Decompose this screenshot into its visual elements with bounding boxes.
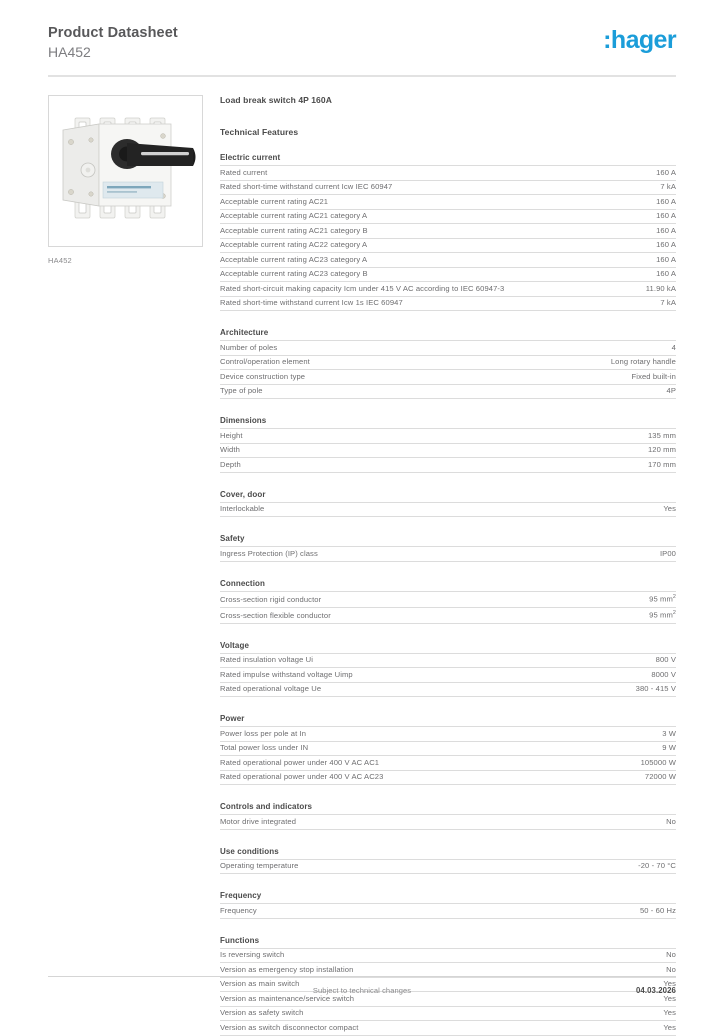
spec-label: Number of poles [220, 342, 278, 352]
spec-row [220, 281, 676, 296]
spec-row [220, 267, 676, 282]
hager-logo [603, 22, 676, 53]
spec-row [220, 238, 676, 253]
spec-row [220, 502, 676, 518]
spec-row [220, 384, 676, 400]
title-block [48, 22, 178, 61]
spec-label: Acceptable current rating AC22 category A [220, 240, 368, 250]
footer-date: 04.03.2026 [635, 986, 676, 995]
spec-value: 800 V [655, 655, 676, 665]
spec-value: 160 A [656, 167, 676, 177]
spec-row [220, 194, 676, 209]
spec-value: 9 W [662, 743, 676, 753]
spec-label: Ingress Protection (IP) class [220, 548, 318, 558]
spec-label: Rated operational power under 400 V AC AC1 [220, 757, 380, 767]
spec-row [220, 180, 676, 195]
spec-group-title: Use conditions [220, 846, 279, 856]
specifications-column [210, 95, 676, 1036]
spec-row [220, 1020, 676, 1036]
spec-row [220, 457, 676, 473]
spec-label: Acceptable current rating AC23 category A [220, 254, 368, 264]
logo-wordmark: hager [610, 26, 676, 54]
spec-label: Cross-section rigid conductor [220, 594, 322, 604]
spec-label: Version as safety switch [220, 1008, 304, 1018]
spec-label: Frequency [220, 905, 257, 915]
spec-value: 160 A [656, 254, 676, 264]
spec-value: 11.90 kA [645, 283, 676, 293]
spec-value [649, 594, 676, 604]
spec-label: Version as switch disconnector compact [220, 1022, 359, 1032]
product-name: Load break switch 4P 160A [220, 95, 332, 106]
spec-row [220, 814, 676, 830]
spec-row [220, 653, 676, 668]
spec-value: Long rotary handle [610, 357, 676, 367]
spec-row [220, 682, 676, 698]
spec-group [220, 153, 676, 311]
spec-group [220, 847, 676, 875]
spec-label: Rated short-circuit making capacity Icm under 415 V AC according to IEC 60947-3 [220, 283, 505, 293]
product-image-column [48, 95, 210, 1036]
spec-value: 50 - 60 Hz [639, 905, 676, 915]
spec-value: No [666, 950, 676, 960]
spec-value: 160 A [656, 196, 676, 206]
spec-label: Control/operation element [220, 357, 310, 367]
spec-row [220, 948, 676, 963]
spec-row [220, 607, 676, 624]
spec-row [220, 443, 676, 458]
spec-label: Rated operational voltage Ue [220, 684, 322, 694]
spec-value: Yes [663, 979, 676, 989]
spec-label: Width [220, 445, 240, 455]
spec-group-title: Electric current [220, 153, 281, 163]
page-header [48, 0, 676, 61]
spec-group [220, 534, 676, 562]
product-reference: HA452 [48, 44, 91, 61]
spec-row [220, 726, 676, 741]
spec-value: 4P [666, 386, 676, 396]
spec-label: Cross-section flexible conductor [220, 610, 331, 620]
spec-group-title: Frequency [220, 891, 262, 901]
load-break-switch-illustration [49, 96, 202, 246]
spec-value: Yes [663, 1022, 676, 1032]
spec-value: 3 W [662, 728, 676, 738]
spec-value: 160 A [656, 269, 676, 279]
specification-groups [220, 153, 676, 1036]
spec-row [220, 209, 676, 224]
page-footer [48, 976, 676, 998]
spec-value: 380 - 415 V [635, 684, 676, 694]
spec-value: 120 mm [647, 445, 676, 455]
spec-value: Fixed built-in [631, 371, 676, 381]
spec-group-title: Controls and indicators [220, 802, 313, 812]
spec-value-text: 95 mm [649, 594, 673, 604]
spec-group-title: Cover, door [220, 489, 266, 499]
spec-label: Type of pole [220, 386, 263, 396]
product-image [48, 95, 203, 247]
spec-row [220, 546, 676, 562]
spec-row [220, 962, 676, 977]
page-title: Product Datasheet [48, 25, 178, 41]
spec-row [220, 428, 676, 443]
spec-group-title: Architecture [220, 328, 269, 338]
spec-row [220, 165, 676, 180]
spec-row [220, 355, 676, 370]
spec-value-text: 95 mm [649, 610, 673, 620]
spec-row [220, 296, 676, 312]
spec-group [220, 641, 676, 698]
spec-label: Version as emergency stop installation [220, 964, 354, 974]
spec-value: -20 - 70 °C [638, 861, 676, 871]
spec-label: Height [220, 430, 243, 440]
spec-group-title: Safety [220, 534, 245, 544]
logo-colon-mark: : [603, 26, 611, 54]
footer-content [48, 986, 676, 998]
spec-label: Rated impulse withstand voltage Uimp [220, 669, 353, 679]
spec-group [220, 714, 676, 785]
spec-row [220, 1006, 676, 1021]
spec-group-title: Functions [220, 935, 260, 945]
spec-label: Acceptable current rating AC21 category B [220, 225, 368, 235]
spec-label: Motor drive integrated [220, 816, 297, 826]
spec-value: 160 A [656, 240, 676, 250]
spec-value: 7 kA [660, 298, 676, 308]
spec-group-title: Connection [220, 578, 265, 588]
spec-label: Acceptable current rating AC21 category A [220, 211, 368, 221]
spec-group-title: Voltage [220, 640, 250, 650]
spec-value: 72000 W [644, 772, 676, 782]
spec-row [220, 369, 676, 384]
spec-label: Interlockable [220, 504, 265, 514]
spec-value: 7 kA [660, 182, 676, 192]
footer-disclaimer: Subject to technical changes [312, 986, 412, 995]
spec-value-superscript: 2 [672, 610, 676, 617]
technical-features-heading: Technical Features [220, 127, 299, 138]
spec-value: No [666, 816, 676, 826]
spec-label: Operating temperature [220, 861, 299, 871]
figure-caption: HA452 [48, 256, 72, 266]
spec-row [220, 903, 676, 919]
spec-group [220, 891, 676, 919]
spec-row [220, 741, 676, 756]
spec-label: Acceptable current rating AC21 [220, 196, 329, 206]
spec-value-superscript: 2 [672, 594, 676, 601]
spec-label: Depth [220, 459, 241, 469]
spec-value: 160 A [656, 225, 676, 235]
spec-group-title: Power [220, 714, 245, 724]
spec-row [220, 252, 676, 267]
spec-value: 160 A [656, 211, 676, 221]
spec-label: Rated current [220, 167, 268, 177]
spec-row [220, 591, 676, 607]
spec-group [220, 802, 676, 830]
spec-label: Rated operational power under 400 V AC AC23 [220, 772, 384, 782]
spec-value: IP00 [659, 548, 676, 558]
spec-value: 105000 W [640, 757, 676, 767]
spec-row [220, 859, 676, 875]
spec-row [220, 667, 676, 682]
spec-value: Yes [663, 504, 676, 514]
spec-label: Rated short-time withstand current Icw 1s IEC 60947 [220, 298, 403, 308]
spec-value: 170 mm [647, 459, 676, 469]
spec-label: Acceptable current rating AC23 category B [220, 269, 368, 279]
spec-label: Version as main switch [220, 979, 300, 989]
spec-group [220, 328, 676, 399]
spec-label: Total power loss under IN [220, 743, 309, 753]
spec-label: Rated short-time withstand current Icw IEC 60947 [220, 182, 393, 192]
spec-label: Power loss per pole at In [220, 728, 307, 738]
spec-group-title: Dimensions [220, 416, 267, 426]
spec-group [220, 490, 676, 518]
spec-value: 8000 V [651, 669, 676, 679]
page-content [48, 77, 676, 1036]
spec-label: Version as maintenance/service switch [220, 993, 355, 1003]
spec-row [220, 340, 676, 355]
spec-label: Rated insulation voltage Ui [220, 655, 314, 665]
spec-group [220, 579, 676, 624]
spec-value [649, 610, 676, 620]
footer-divider [48, 976, 676, 977]
spec-label: Device construction type [220, 371, 306, 381]
spec-row [220, 223, 676, 238]
spec-group [220, 416, 676, 473]
spec-label: Is reversing switch [220, 950, 285, 960]
spec-value: Yes [663, 1008, 676, 1018]
spec-row [220, 755, 676, 770]
spec-value: 4 [671, 342, 676, 352]
spec-value: Yes [663, 993, 676, 1003]
spec-row [220, 770, 676, 786]
spec-value: No [666, 964, 676, 974]
spec-value: 135 mm [647, 430, 676, 440]
